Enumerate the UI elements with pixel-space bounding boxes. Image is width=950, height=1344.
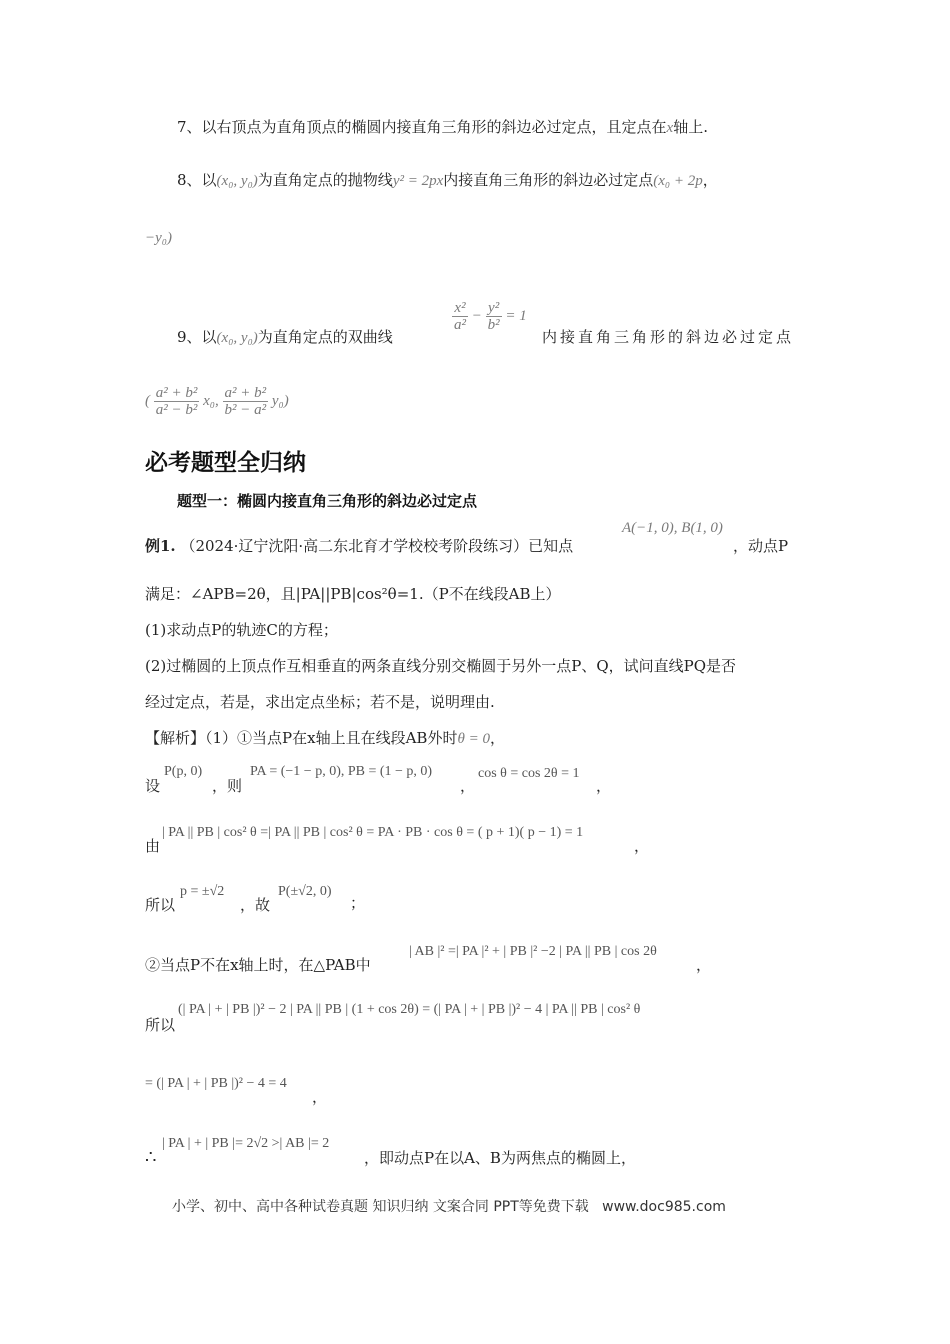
item-7-text-b: 轴上. — [673, 118, 708, 136]
item-8-fixed-point-b: −y₀) — [145, 230, 172, 246]
example-label: 例1. — [145, 537, 176, 555]
item-7-x: x — [666, 120, 674, 136]
example-line-1 — [145, 536, 573, 556]
example-points: A(−1, 0), B(1, 0) — [622, 520, 723, 536]
frac-fixed-y: $\frac{\text{a² + b²}}{\text{b² − a²}}$ — [224, 385, 267, 418]
solution-line-2-label: 设 — [145, 777, 161, 795]
solution-ze: ，则 — [212, 777, 243, 795]
item-8-tail: 内接直角三角形的斜边必过定点 — [443, 171, 654, 189]
item-8-comma: ， — [702, 171, 718, 189]
solution-line-8-math: | PA | + | PB |= 2√2 >| AB |= 2 — [162, 1136, 330, 1151]
item-7 — [177, 117, 708, 138]
solution-line-1: 【解析】（1）①当点P在x轴上且在线段AB外时θ = 0， — [145, 729, 505, 747]
solution-cos-eq: cos θ = cos 2θ = 1 — [478, 766, 580, 781]
footer-text: 小学、初中、高中各种试卷真题 知识归纳 文案合同 PPT等免费下载 — [172, 1199, 589, 1215]
solution-line-7-math: = (| PA | + | PB |)² − 4 = 4 — [145, 1076, 287, 1091]
question-2a: (2)过椭圆的上顶点作互相垂直的两条直线分别交椭圆于另外一点P、Q，试问直线PQ是否 — [145, 657, 737, 675]
question-1: (1)求动点P的轨迹C的方程； — [145, 621, 338, 639]
example-condition: 满足：∠APB=2θ，且|PA||PB|cos²θ=1.（P不在线段AB上） — [145, 585, 561, 603]
solution-line-7-end: ， — [312, 1088, 328, 1106]
solution-comma-1: ， — [460, 777, 476, 795]
frac-fixed-x: $\frac{\text{a² + b²}}{\text{a² − b²}}$ — [155, 385, 198, 418]
solution-line-8-text: ，即动点P在以A、B为两焦点的椭圆上， — [364, 1149, 636, 1167]
frac-y2-b2: $\frac{\text{y²}}{\text{b²}}$ — [487, 300, 500, 333]
solution-line-5: ②当点P不在x轴上时，在△PAB中 — [145, 956, 371, 974]
item-9-tail: 内接直角三角形的斜边必过定点 — [542, 328, 795, 346]
solution-line-6-math: (| PA | + | PB |)² − 2 | PA || PB | (1 + cos 2θ) = (| PA | + | PB |)² − 4 | PA || PB | cos² θ — [178, 1002, 641, 1017]
footer — [172, 1196, 726, 1216]
solution-vectors: PA = (−1 − p, 0), PB = (1 − p, 0) — [250, 764, 433, 779]
solution-law-of-cosines: | AB |² =| PA |² + | PB |² −2 | PA || PB | cos 2θ — [409, 944, 657, 959]
solution-p-coords: P(±√2, 0) — [278, 884, 332, 899]
solution-line-4-label: 所以 — [145, 896, 176, 914]
solution-comma-2: ， — [596, 777, 612, 795]
item-8-equation: y² = 2px — [392, 173, 444, 189]
solution-semicolon: ； — [350, 894, 366, 912]
solution-line-3-end: ， — [634, 837, 650, 855]
solution-p-point: P(p, 0) — [164, 764, 203, 779]
item-9-mid: 为直角定点的双曲线 — [257, 328, 393, 346]
item-8-fixed-point-a: (x₀ + 2p — [653, 173, 703, 189]
solution-line-3-math: | PA || PB | cos² θ =| PA || PB | cos² θ = PA · PB · cos θ = ( p + 1)( p − 1) = 1 — [162, 825, 584, 840]
question-2b: 经过定点，若是，求出定点坐标；若不是，说明理由. — [145, 693, 495, 711]
section-subtitle: 题型一：椭圆内接直角三角形的斜边必过定点 — [177, 492, 478, 510]
solution-gu: ，故 — [240, 896, 271, 914]
item-8-point: (x₀, y₀) — [216, 173, 258, 189]
footer-url[interactable]: www.doc985.com — [602, 1199, 726, 1215]
item-7-text-a: 7、以右顶点为直角顶点的椭圆内接直角三角形的斜边必过定点，且定点在 — [177, 118, 667, 136]
item-8-lead: 8、以 — [177, 171, 217, 189]
solution-p-value: p = ±√2 — [180, 884, 225, 899]
item-9-fixed-point: ( $\frac{\text{a² + b²}}{\text{a² − b²}}$ x₀, $\frac{\text{a² + b²}}{\text{b² − a²}}$ y₀) — [145, 385, 289, 418]
item-8 — [177, 170, 718, 191]
frac-x2-a2: $\frac{\text{x²}}{\text{a²}}$ — [454, 300, 466, 333]
item-9-point: (x₀, y₀) — [216, 330, 258, 346]
therefore-symbol: ∴ — [145, 1147, 157, 1168]
section-title: 必考题型全归纳 — [145, 449, 306, 476]
item-9 — [177, 327, 393, 348]
solution-line-3-label: 由 — [145, 837, 161, 855]
solution-line-5-end: ， — [696, 956, 712, 974]
item-9-hyperbola-equation: $\frac{\text{x²}}{\text{a²}}$ − $\frac{\text{y²}}{\text{b²}}$ = 1 — [454, 300, 527, 333]
item-9-lead: 9、以 — [177, 328, 217, 346]
example-source: （2024·辽宁沈阳·高二东北育才学校校考阶段练习）已知点 — [180, 537, 574, 555]
solution-line-6-label: 所以 — [145, 1016, 176, 1034]
example-tail: ，动点P — [733, 537, 789, 555]
item-8-mid: 为直角定点的抛物线 — [257, 171, 393, 189]
